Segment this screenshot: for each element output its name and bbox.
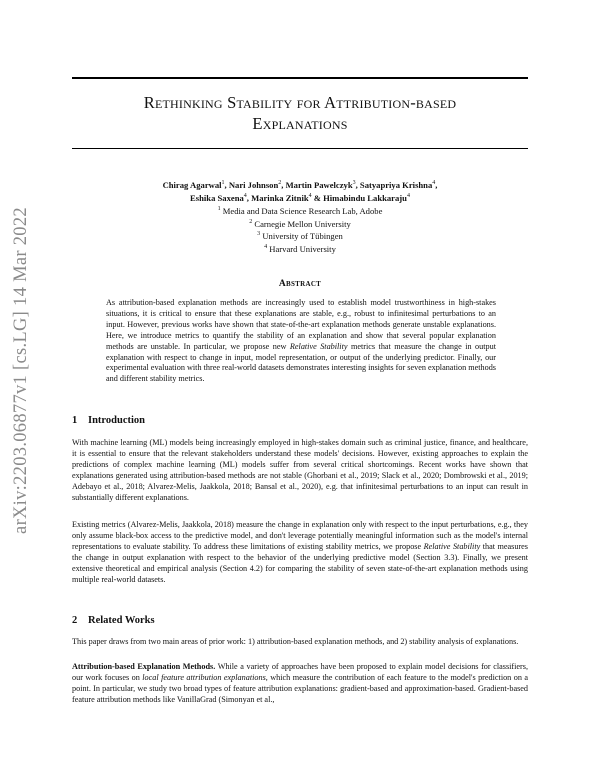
intro-text-b: that measures the change in output explanation with respect to the behavior of the underlying predictive model (Section 3.3). Finally, we present extensive theoretical and empirical analysis (Section 4.2) for comparing the stability of seven state-of-the-art explanation methods using multiple real-world datasets.: [72, 541, 528, 584]
affiliation-mark: 2: [249, 218, 253, 225]
affiliation-mark: 1: [217, 205, 221, 212]
affiliation-text: University of Tübingen: [262, 231, 343, 242]
intro-paragraph-1: With machine learning (ML) models being increasingly employed in high-stakes domain such as criminal justice, finance, and healthcare, it is essential to ensure that the relevant stakeholders understand these models' decisions. However, existing approaches to explain the predictions of complex machine learning (ML) models suffer from several critical shortcomings. Recent works have shown that explanations generated using attribution-based methods are not stable (Ghorbani et al., 2019; Slack et al., 2020; Dombrowski et al., 2019; Adebayo et al., 2018; Alvarez-Melis, Jaakkola, 2018; Bansal et al., 2020), e.g. that infinitesimal perturbations to an input can result in substantially different explanations.: [72, 438, 528, 502]
affiliation: [72, 217, 528, 230]
abstract-emphasis: Relative Stability: [289, 341, 348, 351]
section-heading-related-works: [72, 615, 155, 626]
abstract-text-2: metrics that measure the change in output explanation with respect to change in input, model representation, or output of the underlying predictor. Finally, our experimental evaluation with three real-world datasets demonstrates interesting insights for seven explanation methods and different stability metrics.: [106, 341, 496, 384]
section-number: 2: [72, 615, 78, 626]
section-number: 1: [72, 415, 78, 426]
affiliation-text: Harvard University: [269, 244, 336, 255]
title-rule-top: [72, 77, 528, 79]
author-name: Chirag Agarwal: [162, 179, 222, 190]
intro-emphasis: Relative Stability: [423, 541, 481, 551]
paper-title: [72, 92, 528, 134]
author-name: Eshika Saxena: [190, 192, 244, 203]
affiliation: [72, 204, 528, 217]
abstract-body: [106, 298, 496, 385]
author-name: Marinka Zitnik: [251, 192, 309, 203]
author-line-2: Eshika Saxena$^4$, Marinka Zitnik$^4$ & Himabindu Lakkaraju$^4$: [190, 192, 410, 203]
arxiv-identifier-text: arXiv:2203.06877v1 [cs.LG] 14 Mar 2022: [10, 206, 31, 534]
title-rule-bottom: [72, 148, 528, 149]
author-name: Martin Pawelczyk: [285, 179, 353, 190]
author-mark: 4: [406, 192, 410, 199]
affiliation-mark: 3: [257, 231, 261, 238]
author-mark: 4: [308, 192, 312, 199]
section-title: Related Works: [88, 615, 155, 626]
abstract-heading: Abstract: [278, 279, 322, 289]
related-text-a: While a variety of approaches have been proposed to explain model decisions for classifiers, our work focuses on: [72, 662, 528, 682]
author-mark: 3: [352, 180, 356, 186]
section-heading-introduction: [72, 415, 145, 426]
intro-paragraph-2: [72, 520, 528, 585]
section-title: Introduction: [88, 415, 145, 426]
author-mark: 2: [278, 180, 282, 186]
author-mark: 4: [432, 180, 436, 186]
author-mark: 1: [221, 180, 225, 186]
paper-title-line2: Explanations: [252, 114, 348, 133]
related-emphasis: local feature attribution explanations: [142, 672, 266, 682]
arxiv-identifier: [10, 195, 32, 545]
paper-title-line1: Rethinking Stability for Attribution-based: [143, 93, 457, 112]
author-name: Nari Johnson: [228, 179, 279, 190]
affiliation-text: Media and Data Science Research Lab, Adobe: [222, 205, 383, 216]
author-line-1: Chirag Agarwal$^1$, Nari Johnson$^2$, Martin Pawelczyk$^3$, Satyapriya Krishna$^4$,: [162, 179, 438, 190]
abstract-text-1: As attribution-based explanation methods are increasingly used to establish model trustworthiness in high-stakes situations, it is critical to ensure that these explanations are stable, e.g., robust to infinitesimal perturbations to an input. However, previous works have shown that state-of-the-art explanation methods generate unstable explanations. Here, we introduce metrics to quantify the stability of an explanation and show that several popular explanation methods are unstable. In particular, we propose new: [106, 298, 496, 351]
related-paragraph-2: [72, 662, 528, 706]
related-paragraph-1: This paper draws from two main areas of prior work: 1) attribution-based explanation methods, and 2) stability analysis of explanations.: [72, 637, 519, 646]
related-text-b: , which measure the contribution of each feature to the model's prediction on a point. In particular, we study two broad types of feature attribution explanations: gradient-based and approximation-based. Gradient-based feature attribution methods like VanillaGrad (Simonyan et al.,: [72, 672, 528, 704]
author-block: [72, 178, 528, 255]
affiliation: [72, 229, 528, 242]
related-lead: Attribution-based Explanation Methods.: [72, 662, 216, 671]
author-joiner: &: [313, 192, 321, 203]
affiliation-mark: 4: [264, 244, 268, 251]
intro-text-a: Existing metrics (Alvarez-Melis, Jaakkola, 2018) measure the change in explanation only with respect to the input perturbations, e.g., they only assume black-box access to the predictive model, and don't leverage potentially meaningful information such as the model's internal representations to evaluate stability. To address these limitations of existing stability metrics, we propose: [72, 520, 528, 551]
author-mark: 4: [243, 192, 247, 199]
author-name: Satyapriya Krishna: [359, 179, 433, 190]
author-name: Himabindu Lakkaraju: [323, 192, 407, 203]
affiliation: [72, 242, 528, 255]
affiliation-text: Carnegie Mellon University: [254, 218, 351, 229]
